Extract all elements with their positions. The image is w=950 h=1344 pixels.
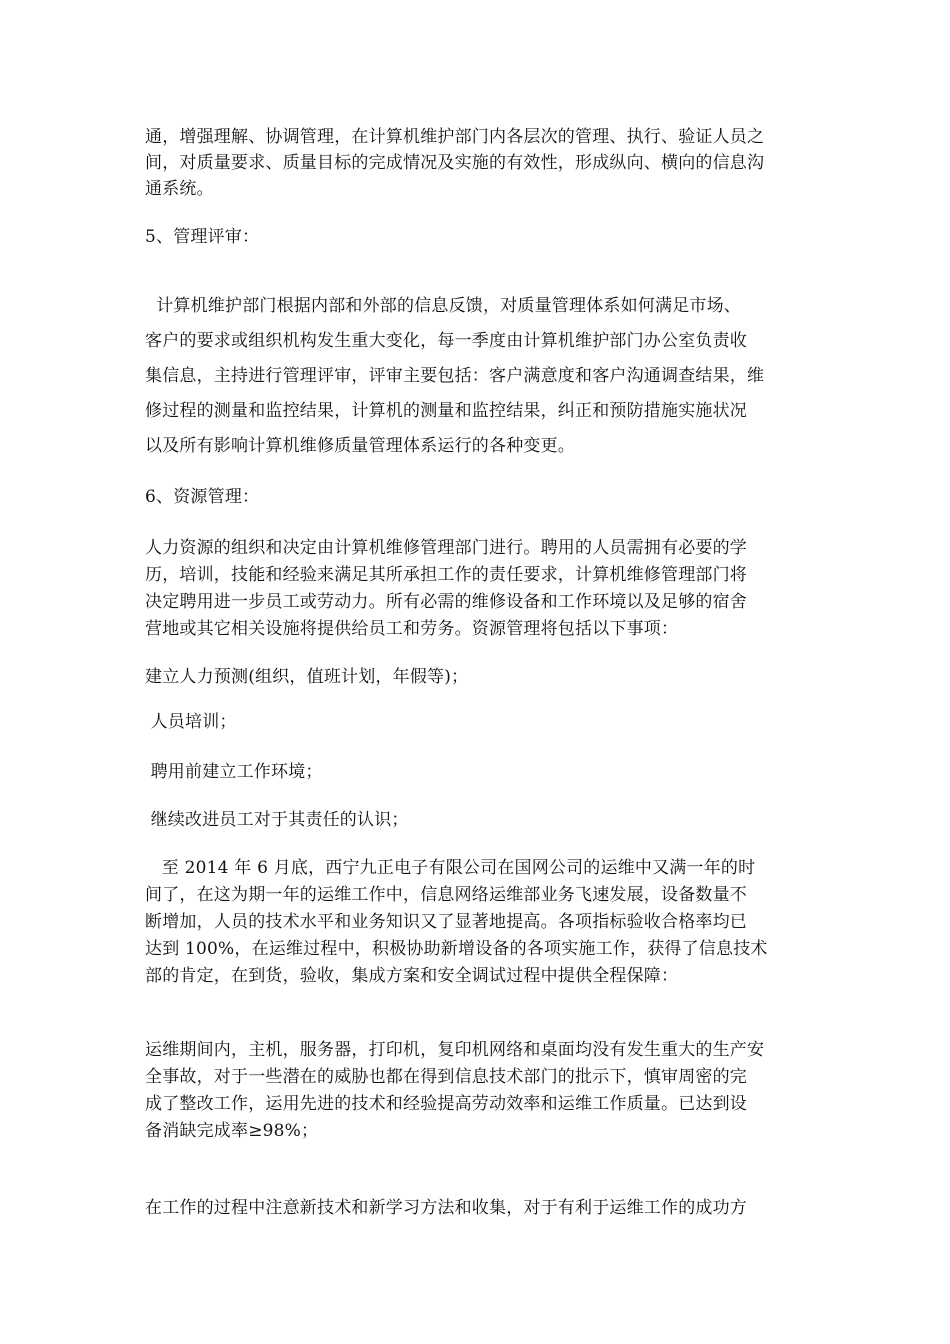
paragraph-4-line-1: 至 2014 年 6 月底，西宁九正电子有限公司在国网公司的运维中又满一年的时 <box>145 858 756 878</box>
paragraph-2-line-2: 客户的要求或组织机构发生重大变化，每一季度由计算机维护部门办公室负责收 <box>145 331 747 351</box>
paragraph-4-line-3: 断增加，人员的技术水平和业务知识又了显著地提高。各项指标验收合格率均已 <box>145 912 747 932</box>
paragraph-4-line-4: 达到 100%，在运维过程中，积极协助新增设备的各项实施工作，获得了信息技术 <box>145 939 768 959</box>
list-item-4: 继续改进员工对于其责任的认识； <box>145 810 409 830</box>
paragraph-5-line-1: 运维期间内，主机，服务器，打印机，复印机网络和桌面均没有发生重大的生产安 <box>145 1040 765 1060</box>
list-item-3: 聘用前建立工作环境； <box>145 762 323 782</box>
paragraph-4-line-5: 部的肯定，在到货，验收，集成方案和安全调试过程中提供全程保障： <box>145 966 679 986</box>
paragraph-3-line-2: 历，培训，技能和经验来满足其所承担工作的责任要求，计算机维修管理部门将 <box>145 565 747 585</box>
paragraph-1-line-3: 通系统。 <box>145 179 214 199</box>
paragraph-2-line-3: 集信息，主持进行管理评审，评审主要包括：客户满意度和客户沟通调查结果，维 <box>145 366 765 386</box>
paragraph-5-line-3: 成了整改工作，运用先进的技术和经验提高劳动效率和运维工作质量。已达到设 <box>145 1094 747 1114</box>
paragraph-3-line-4: 营地或其它相关设施将提供给员工和劳务。资源管理将包括以下事项： <box>145 619 679 639</box>
paragraph-3-line-3: 决定聘用进一步员工或劳动力。所有必需的维修设备和工作环境以及足够的宿舍 <box>145 592 747 612</box>
list-item-1: 建立人力预测(组织，值班计划，年假等)； <box>145 667 469 687</box>
paragraph-4-line-2: 间了，在这为期一年的运维工作中，信息网络运维部业务飞速发展，设备数量不 <box>145 885 747 905</box>
paragraph-2-line-1: 计算机维护部门根据内部和外部的信息反馈，对质量管理体系如何满足市场、 <box>145 296 742 316</box>
paragraph-2-line-5: 以及所有影响计算机维修质量管理体系运行的各种变更。 <box>145 436 575 456</box>
paragraph-2-line-4: 修过程的测量和监控结果，计算机的测量和监控结果，纠正和预防措施实施状况 <box>145 401 747 421</box>
section-heading-6: 6、资源管理： <box>145 487 260 507</box>
paragraph-3-line-1: 人力资源的组织和决定由计算机维修管理部门进行。聘用的人员需拥有必要的学 <box>145 538 747 558</box>
paragraph-5-line-2: 全事故，对于一些潜在的威胁也都在得到信息技术部门的批示下，慎审周密的完 <box>145 1067 747 1087</box>
paragraph-6-line-1: 在工作的过程中注意新技术和新学习方法和收集，对于有利于运维工作的成功方 <box>145 1198 747 1218</box>
paragraph-5-line-4: 备消缺完成率≥98%； <box>145 1121 319 1141</box>
list-item-2: 人员培训； <box>145 712 237 732</box>
paragraph-1-line-2: 间，对质量要求、质量目标的完成情况及实施的有效性，形成纵向、横向的信息沟 <box>145 153 765 173</box>
section-heading-5: 5、管理评审： <box>145 227 260 247</box>
paragraph-1-line-1: 通，增强理解、协调管理，在计算机维护部门内各层次的管理、执行、验证人员之 <box>145 127 765 147</box>
